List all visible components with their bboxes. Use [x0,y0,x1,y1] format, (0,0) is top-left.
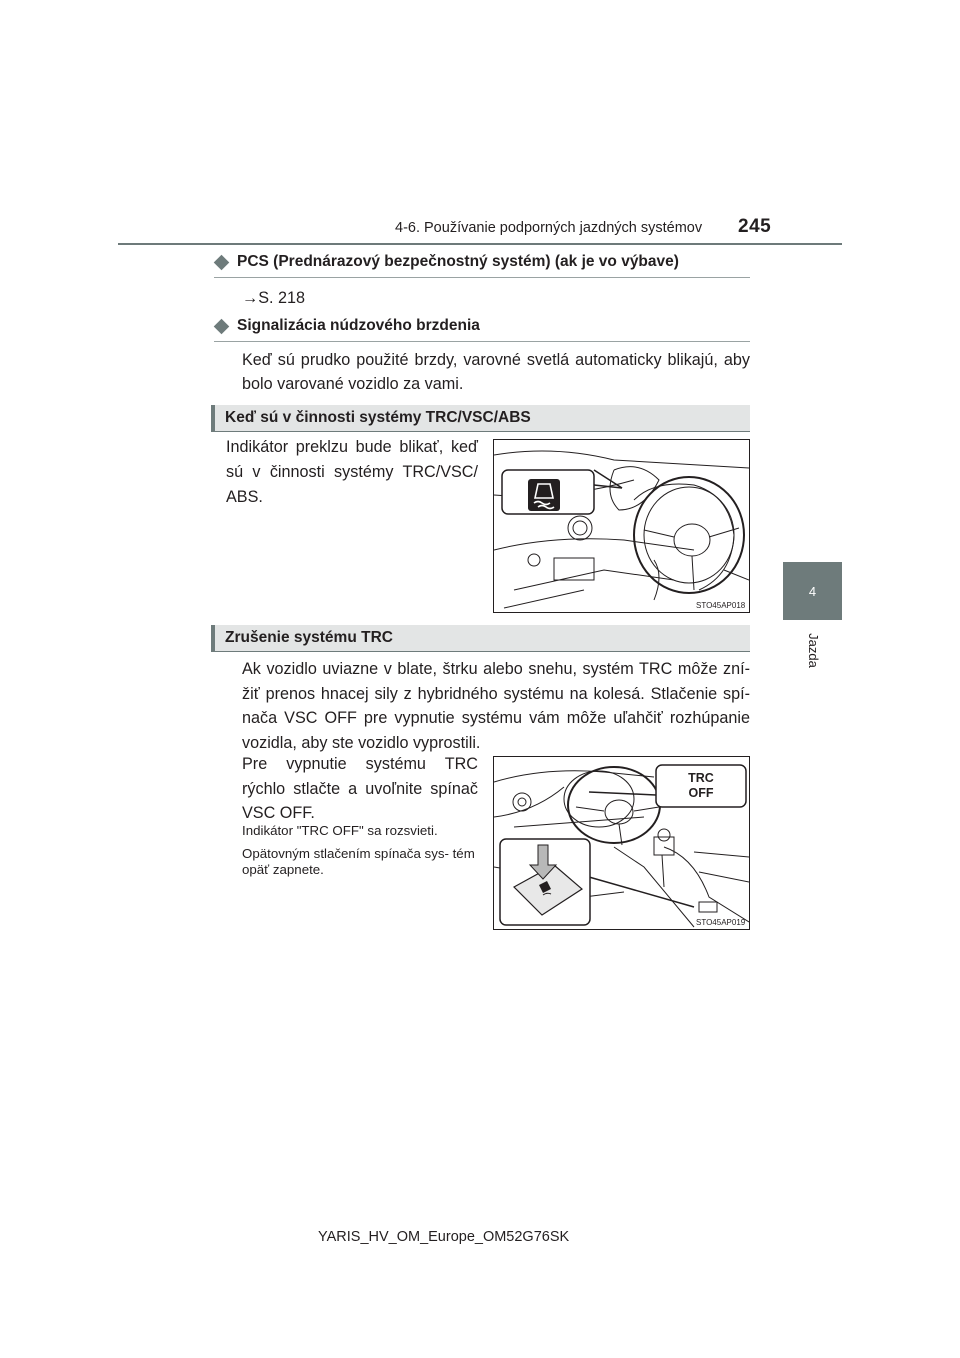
diamond-bullet-icon [214,318,230,334]
trc-cancel-text: Ak vozidlo uviazne v blate, štrku alebo snehu, systém TRC môže zní- žiť prenos hnacej sily z hybridného systému na kolesá. Stlačenie spí- nača VSC OFF pre vypnutie systému vám môže uľahčiť rozhúpanie vozidla, aby ste vozidlo vyprostili. [242,660,750,752]
pcs-heading-rule [214,277,750,278]
header-divider [118,243,842,245]
page-number: 245 [738,216,772,237]
chapter-label [781,630,845,670]
chapter-label-text: Jazda [805,632,821,668]
slip-indicator-figure [493,439,750,613]
chapter-number: 4 [808,583,817,599]
trc-cancel-heading-rule [211,651,750,652]
pcs-page-ref: →S. 218 [242,289,305,307]
trc-off-label-line1: TRC [688,771,714,785]
pcs-heading-text: PCS (Prednárazový bezpečnostný systém) (ak je vo výbave) [237,253,679,270]
document-code: YARIS_HV_OM_Europe_OM52G76SK [318,1229,570,1245]
trc-vsc-abs-heading-rule [211,431,750,432]
emergency-brake-heading-rule [214,341,750,342]
diamond-bullet-icon [214,254,230,270]
section-title: 4-6. Používanie podporných jazdných systémov [395,220,703,236]
pcs-heading [214,253,679,271]
vsc-off-switch-figure [493,756,750,930]
trc-reenable-note: Opätovným stlačením spínača sys- tém opäť zapnete. [242,846,475,877]
dashboard-illustration [494,440,749,612]
emergency-brake-heading [214,317,480,335]
console-illustration [494,757,749,929]
trc-off-label-line2: OFF [688,786,714,800]
trc-vsc-abs-heading: Keď sú v činnosti systémy TRC/VSC/ABS [211,405,750,431]
emergency-brake-heading-text: Signalizácia núdzového brzdenia [237,317,480,334]
trc-cancel-instruction: Pre vypnutie systému TRC rýchlo stlačte a uvoľnite spínač VSC OFF. [242,755,478,822]
trc-vsc-abs-text: Indikátor preklzu bude blikať, keď sú v činnosti systémy TRC/VSC/ ABS. [226,438,478,506]
trc-off-note: Indikátor "TRC OFF" sa rozsvieti. [242,823,438,838]
chapter-tab [783,562,842,620]
figure-code: STO45AP019 [696,918,746,927]
trc-cancel-heading: Zrušenie systému TRC [211,625,750,651]
figure-code: STO45AP018 [696,601,746,610]
emergency-brake-text: Keď sú prudko použité brzdy, varovné svetlá automaticky blikajú, aby bolo varované vozidlo za vami. [242,351,750,393]
